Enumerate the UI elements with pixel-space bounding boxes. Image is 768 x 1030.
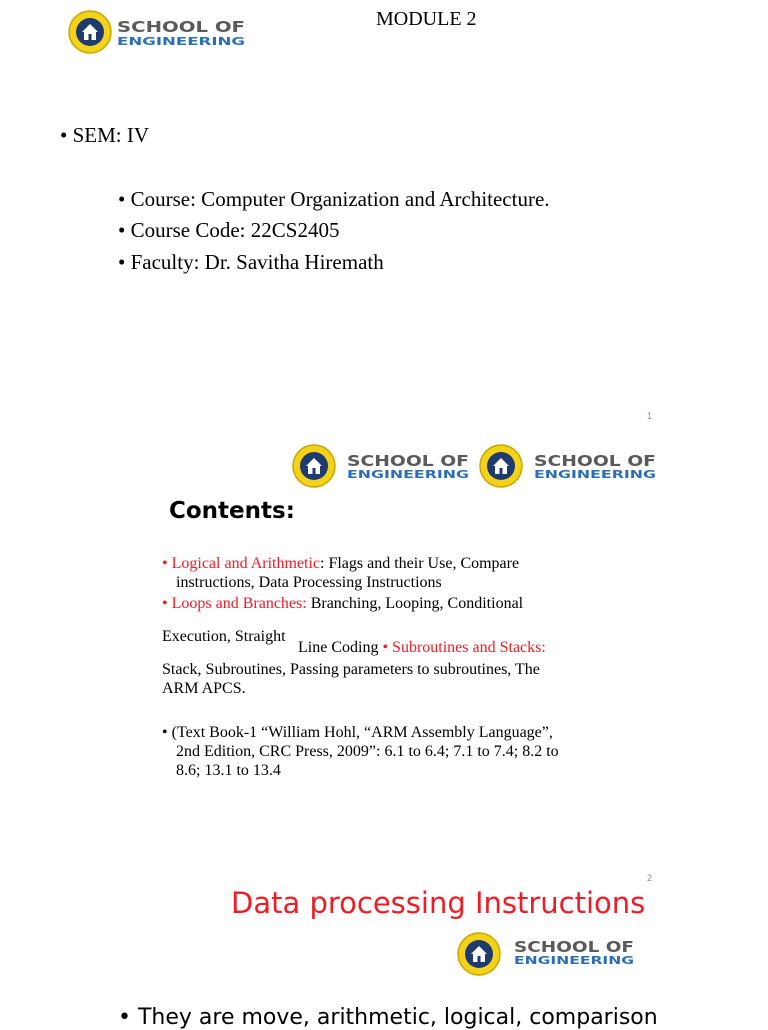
faculty-bullet xyxy=(118,250,384,275)
page-number: 1 xyxy=(647,411,653,421)
course-code-text: Course Code: 22CS2405 xyxy=(130,218,340,242)
bullet-dot: • xyxy=(118,187,131,211)
logo-line2: ENGINEERING xyxy=(347,468,469,481)
module-title: MODULE 2 xyxy=(376,8,477,30)
bullet-dot: • xyxy=(118,218,131,242)
course-bullet xyxy=(118,187,550,212)
logo-line2: ENGINEERING xyxy=(534,468,656,481)
logo-line1: SCHOOL OF xyxy=(514,938,634,956)
line-coding-text: Line Coding xyxy=(298,639,379,656)
school-logo xyxy=(449,930,639,978)
bullet-dot: • xyxy=(162,555,172,572)
school-logo xyxy=(284,442,474,490)
item-text: Branching, Looping, Conditional xyxy=(306,595,524,612)
logo-line1: SCHOOL OF xyxy=(347,452,469,470)
slide-title: Data processing Instructions xyxy=(231,886,646,920)
textbook-line-3: 8.6; 13.1 to 13.4 xyxy=(176,762,281,779)
textbook-text: (Text Book-1 “William Hohl, “ARM Assembly Language”, xyxy=(171,724,553,741)
contents-item-loops xyxy=(162,594,523,613)
logo-line1: SCHOOL OF xyxy=(534,452,656,470)
sem-bullet xyxy=(60,123,149,148)
bullet-text: They are move, arithmetic, logical, comparison xyxy=(137,1005,658,1030)
contents-item-logical-cont: instructions, Data Processing Instructions xyxy=(176,574,442,591)
school-logo xyxy=(60,10,250,58)
bullet-dot: • xyxy=(118,1005,138,1030)
line-coding-line xyxy=(298,638,546,657)
subroutines-highlight: Subroutines and Stacks: xyxy=(392,639,546,656)
logo-line2: ENGINEERING xyxy=(514,954,634,967)
bullet-dot: • xyxy=(382,639,389,656)
contents-heading: Contents: xyxy=(169,498,295,524)
bullet-dot: • xyxy=(118,250,131,274)
stack-line-1: Stack, Subroutines, Passing parameters to subroutines, The xyxy=(162,661,540,678)
logo-line2: ENGINEERING xyxy=(117,35,245,48)
page-number: 2 xyxy=(647,873,653,883)
faculty-text: Faculty: Dr. Savitha Hiremath xyxy=(130,250,384,274)
bullet-dot: • xyxy=(162,724,172,741)
school-logo xyxy=(471,442,661,490)
textbook-line-1 xyxy=(162,723,553,742)
contents-item-logical xyxy=(162,554,519,573)
item-highlight: Loops and Branches: xyxy=(171,595,307,612)
course-code-bullet xyxy=(118,218,339,243)
logo-line1: SCHOOL OF xyxy=(117,18,245,36)
item-text: : Flags and their Use, Compare xyxy=(320,555,520,572)
item-highlight: Logical and Arithmetic xyxy=(171,555,321,572)
textbook-line-2: 2nd Edition, CRC Press, 2009”: 6.1 to 6.4; 7.1 to 7.4; 8.2 to xyxy=(176,743,559,760)
execution-text: Execution, Straight xyxy=(162,628,286,645)
bullet-dot: • xyxy=(60,123,73,147)
stack-line-2: ARM APCS. xyxy=(162,680,246,697)
first-bullet xyxy=(118,1005,658,1030)
sem-text: SEM: IV xyxy=(72,123,150,147)
course-text: Course: Computer Organization and Architecture. xyxy=(130,187,550,211)
bullet-dot: • xyxy=(162,595,172,612)
